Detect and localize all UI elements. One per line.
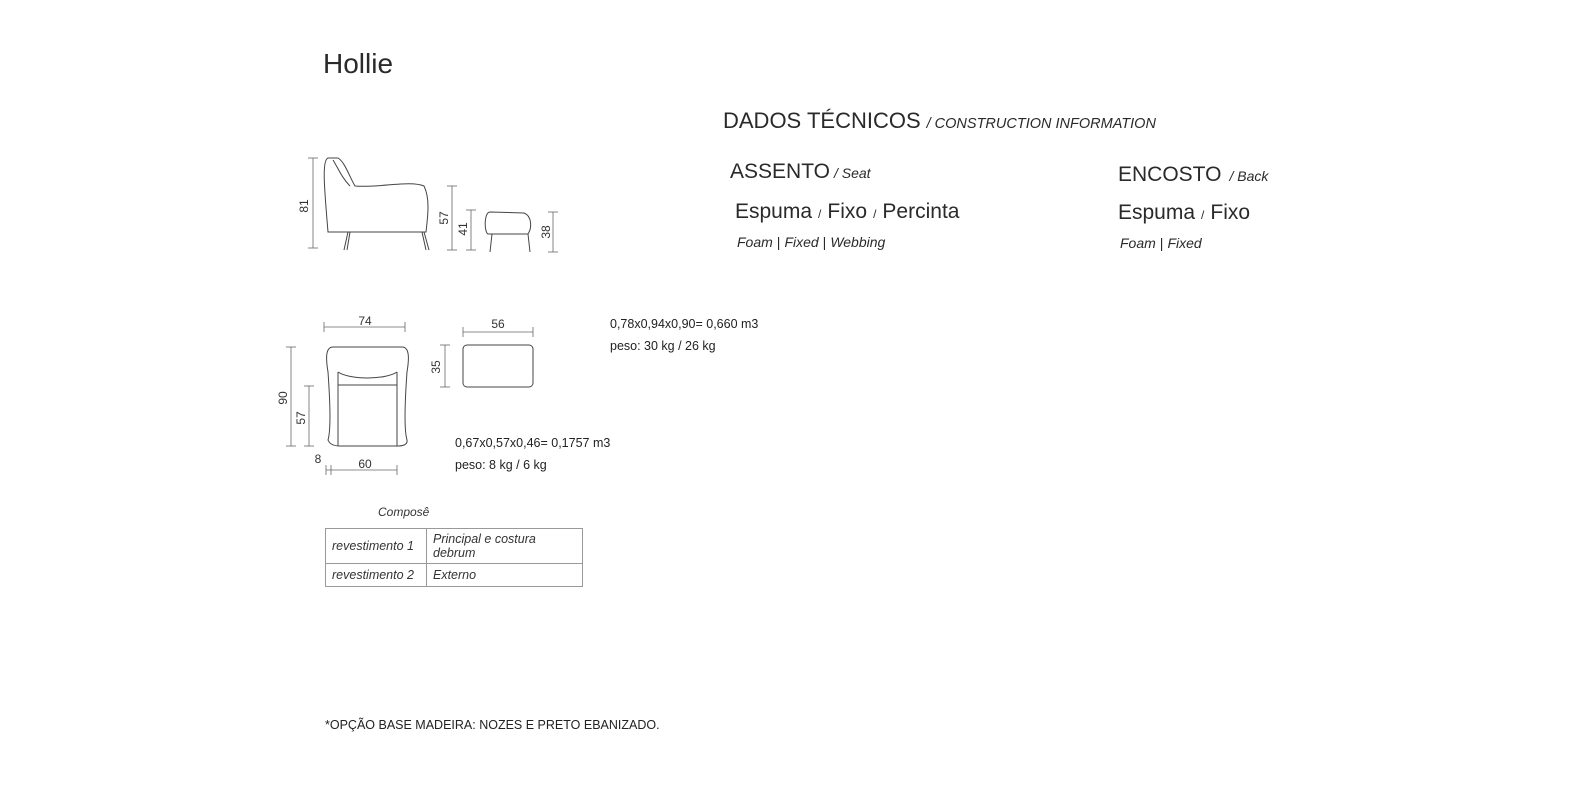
seat-material-en-fixed: Fixed [784,234,819,250]
seat-separator-1: / [818,207,822,221]
dim-inner-width: 60 [358,457,372,471]
back-heading-main: ENCOSTO [1118,163,1222,186]
dim-ottoman-width: 56 [491,317,505,331]
seat-en-separator-2: | [822,234,827,250]
chair-volume: 0,78x0,94x0,90= 0,660 m3 [610,317,759,331]
table-cell-value: Principal e costura debrum [427,529,583,564]
seat-en-separator-1: | [776,234,781,250]
seat-material-en-webbing: Webbing [830,234,886,250]
compose-table [325,528,583,587]
seat-material-en-foam: Foam [737,234,773,250]
ottoman-top-view [463,345,533,387]
side-dimension-lines [308,158,558,252]
back-material-en-foam: Foam [1120,235,1156,251]
seat-material-foam: Espuma [735,200,813,223]
dim-chair-height: 81 [297,199,311,213]
table-cell-name: revestimento 1 [326,529,427,564]
table-row [326,529,583,564]
seat-heading-sub: / Seat [833,165,871,181]
back-material-fixed: Fixo [1210,201,1251,224]
table-row [326,564,583,587]
dim-seat-height: 57 [437,211,451,225]
ottoman-weight: peso: 8 kg / 6 kg [455,458,547,472]
back-heading-sub: / Back [1229,168,1269,184]
seat-heading-main: ASSENTO [730,160,830,183]
dim-ottoman-height: 38 [539,225,553,239]
table-cell-name: revestimento 2 [326,564,427,587]
base-option-note: *OPÇÃO BASE MADEIRA: NOZES E PRETO EBANIZADO. [325,718,660,732]
dim-seat-depth: 57 [294,411,308,425]
dim-arm: 8 [314,452,322,466]
back-material-foam: Espuma [1118,201,1196,224]
dim-ottoman-depth: 35 [429,360,443,374]
chair-top-view [327,347,409,446]
chair-side-view [324,158,429,250]
chair-weight: peso: 30 kg / 26 kg [610,339,716,353]
compose-title: Composê [378,505,430,519]
ottoman-volume: 0,67x0,57x0,46= 0,1757 m3 [455,436,611,450]
dim-chair-depth: 90 [276,391,290,405]
technical-data-sub: / CONSTRUCTION INFORMATION [926,116,1156,132]
seat-material-fixed: Fixo [827,200,868,223]
back-en-separator: | [1159,235,1164,251]
ottoman-side-view [485,212,530,252]
seat-material-webbing: Percinta [882,200,960,223]
back-separator: / [1201,208,1205,222]
seat-separator-2: / [873,207,877,221]
back-material-en-fixed: Fixed [1167,235,1202,251]
product-title: Hollie [323,48,394,79]
dim-chair-width: 74 [358,314,372,328]
technical-data-main: DADOS TÉCNICOS [723,108,921,133]
dim-seat-low: 41 [456,222,470,236]
table-cell-value: Externo [427,564,583,587]
